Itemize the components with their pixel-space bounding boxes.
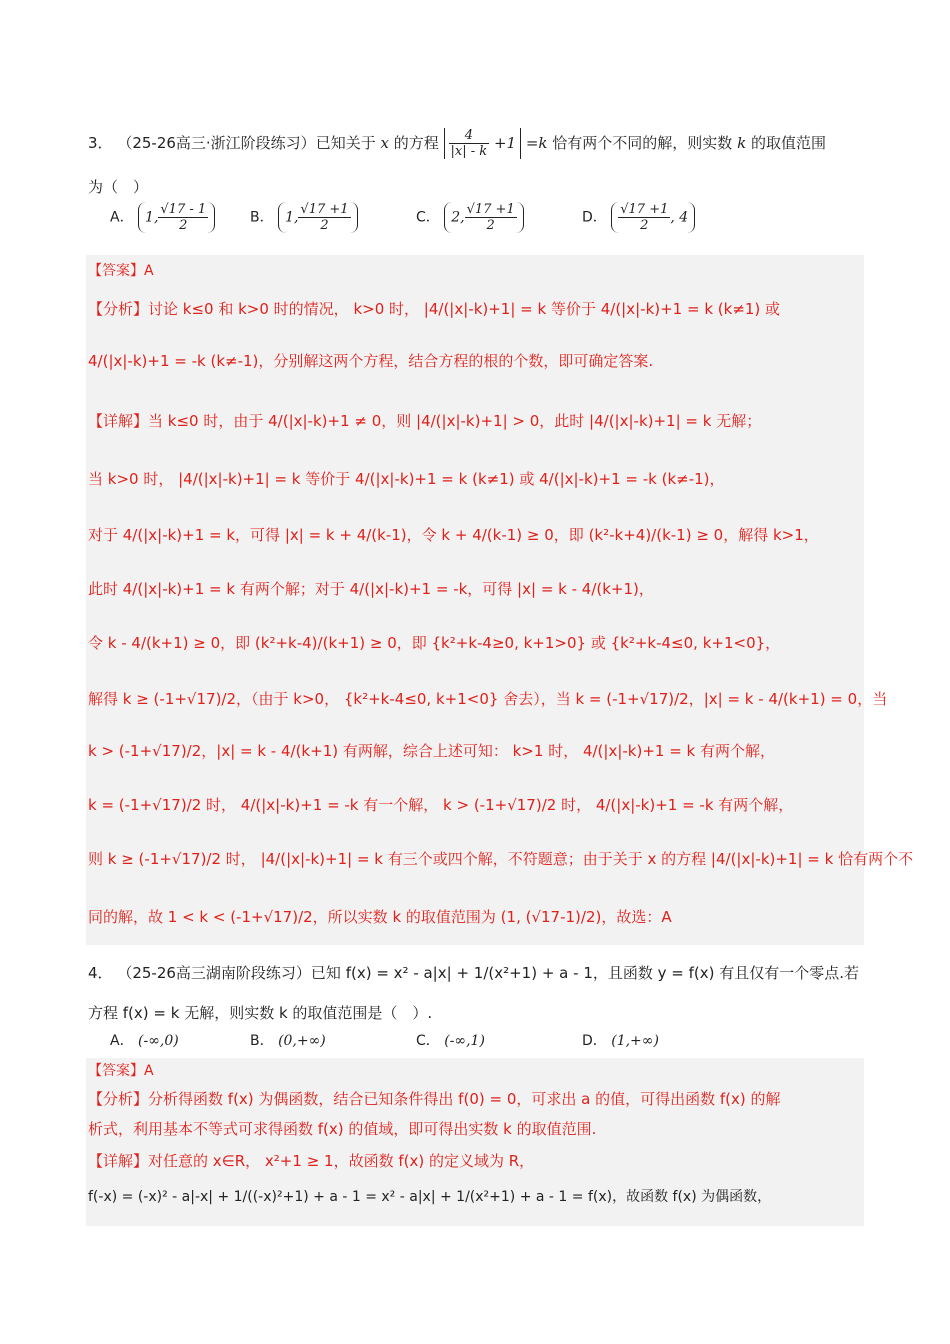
analysis-line-2: 析式，利用基本不等式可求得函数 f(x) 的值域，即可得出实数 k 的取值范围. (88, 1120, 597, 1138)
detail-line-10: 同的解，故 1 < k < (-1+√17)/2，所以实数 k 的取值范围为 (1, (√17-1)/2)，故选：A (88, 908, 672, 926)
answer-line (88, 1060, 154, 1080)
var-k: k (737, 134, 747, 152)
option-label: A． (110, 209, 134, 226)
detail-line-6: 解得 k ≥ (-1+√17)/2，（由于 k>0， {k²+k-4≤0, k+1<0} 舍去），当 k = (-1+√17)/2，|x| = k - 4/(k+1) = 0，当 (88, 690, 888, 708)
option-d[interactable]: D． $\frac{√17 +1}{2}$ , 4 (582, 202, 695, 233)
option-b[interactable] (250, 1030, 326, 1050)
detail-line-8: k = (-1+√17)/2 时， 4/(|x|-k)+1 = -k 有一个解， k > (-1+√17)/2 时， 4/(|x|-k)+1 = -k 有两个解， (88, 796, 794, 814)
detail-line-1 (88, 410, 761, 431)
analysis-line-1 (88, 1088, 781, 1109)
analysis-tag: 【分析】 (88, 300, 149, 318)
option-label: C． (416, 209, 440, 226)
option-a[interactable]: A． 1, $\frac{√17 - 1}{2}$ (110, 202, 215, 233)
detail-tag: 【详解】 (88, 1152, 149, 1170)
question-4-stem-2: 方程 f(x) = k 无解，则实数 k 的取值范围是（ ）. (88, 1004, 433, 1022)
detail-tag: 【详解】 (88, 412, 149, 430)
option-d[interactable] (582, 1030, 659, 1050)
question-source: （25-26高三湖南阶段练习） (117, 964, 311, 982)
answer-tag: 【答案】 (88, 1063, 144, 1079)
stem-text: 恰有两个不同的解，则实数 (552, 134, 733, 152)
option-text: (0,+∞) (278, 1033, 326, 1049)
answer-value: A (144, 1063, 154, 1079)
option-label: D． (582, 209, 607, 226)
stem-text: 的方程 (393, 134, 439, 152)
option-label: A． (110, 1033, 134, 1049)
detail-line-3: 对于 4/(|x|-k)+1 = k，可得 |x| = k + 4/(k-1)，令 k + 4/(k-1) ≥ 0，即 (k²-k+4)/(k-1) ≥ 0，解得 k>1， (88, 526, 819, 544)
option-label: C． (416, 1033, 440, 1049)
question-source: （25-26高三·浙江阶段练习） (117, 134, 316, 152)
question-3-stem: 3． （25-26高三·浙江阶段练习）已知关于 x 的方程 $\frac{4}{|x| - k}$ +1 =k 恰有两个不同的解，则实数 k 的取值范围 (88, 128, 826, 159)
detail-line-2: f(-x) = (-x)² - a|-x| + 1/((-x)²+1) + a - 1 = x² - a|x| + 1/(x²+1) + a - 1 = f(x)，故函数 f(x) 为偶函数， (88, 1189, 772, 1205)
answer-line (88, 260, 154, 280)
stem-equation: $\frac{4}{|x| - k}$ +1 (444, 128, 522, 159)
question-number: 4． (88, 964, 113, 982)
option-text: (-∞,0) (138, 1033, 179, 1049)
detail-line-9: 则 k ≥ (-1+√17)/2 时， |4/(|x|-k)+1| = k 有三个或四个解，不符题意；由于关于 x 的方程 |4/(|x|-k)+1| = k 恰有两个不 (88, 850, 914, 868)
question-4-stem-1 (88, 958, 868, 988)
option-c[interactable] (416, 1030, 485, 1050)
option-a[interactable] (110, 1030, 179, 1050)
stem-text: 已知关于 (315, 134, 376, 152)
detail-line-7: k > (-1+√17)/2，|x| = k - 4/(k+1) 有两解，综合上述可知： k>1 时， 4/(|x|-k)+1 = k 有两个解， (88, 742, 776, 760)
stem-text: 已知 f(x) = x² - a|x| + 1/(x²+1) + a - 1，且函数 y = f(x) 有且仅有一个零点.若 (310, 964, 860, 982)
var-x: x (380, 134, 389, 152)
option-text: (1,+∞) (611, 1033, 659, 1049)
question-number: 3． (88, 134, 113, 152)
option-b[interactable]: B． 1, $\frac{√17 +1}{2}$ (250, 202, 358, 233)
answer-value: A (144, 263, 154, 279)
stem-text: 的取值范围 (750, 134, 826, 152)
option-c[interactable]: C． 2, $\frac{√17 +1}{2}$ (416, 202, 524, 233)
option-text: (-∞,1) (444, 1033, 485, 1049)
answer-tag: 【答案】 (88, 263, 144, 279)
detail-text: 对任意的 x∈R， x²+1 ≥ 1，故函数 f(x) 的定义域为 R， (148, 1152, 535, 1170)
analysis-text: 分析得函数 f(x) 为偶函数，结合已知条件得出 f(0) = 0，可求出 a 的值，可得出函数 f(x) 的解 (148, 1090, 781, 1108)
detail-line-5: 令 k - 4/(k+1) ≥ 0，即 (k²+k-4)/(k+1) ≥ 0，即 {k²+k-4≥0, k+1>0} 或 {k²+k-4≤0, k+1<0}， (88, 634, 781, 652)
detail-line-4: 此时 4/(|x|-k)+1 = k 有两个解；对于 4/(|x|-k)+1 = -k，可得 |x| = k - 4/(k+1)， (88, 580, 654, 598)
option-label: D． (582, 1033, 607, 1049)
option-label: B． (250, 209, 274, 226)
question-3-stem-end: 为（ ） (88, 178, 149, 196)
detail-text: 当 k≤0 时，由于 4/(|x|-k)+1 ≠ 0，则 |4/(|x|-k)+1| > 0，此时 |4/(|x|-k)+1| = k 无解； (148, 412, 762, 430)
detail-line-2: 当 k>0 时， |4/(|x|-k)+1| = k 等价于 4/(|x|-k)+1 = k (k≠1) 或 4/(|x|-k)+1 = -k (k≠-1)， (88, 470, 725, 488)
analysis-tag: 【分析】 (88, 1090, 149, 1108)
analysis-text: 讨论 k≤0 和 k>0 时的情况， k>0 时， |4/(|x|-k)+1| = k 等价于 4/(|x|-k)+1 = k (k≠1) 或 (148, 300, 781, 318)
analysis-line-1 (88, 298, 780, 319)
detail-line-1 (88, 1150, 534, 1171)
analysis-line-2: 4/(|x|-k)+1 = -k (k≠-1)，分别解这两个方程，结合方程的根的个数，即可确定答案. (88, 352, 654, 370)
option-label: B． (250, 1033, 274, 1049)
